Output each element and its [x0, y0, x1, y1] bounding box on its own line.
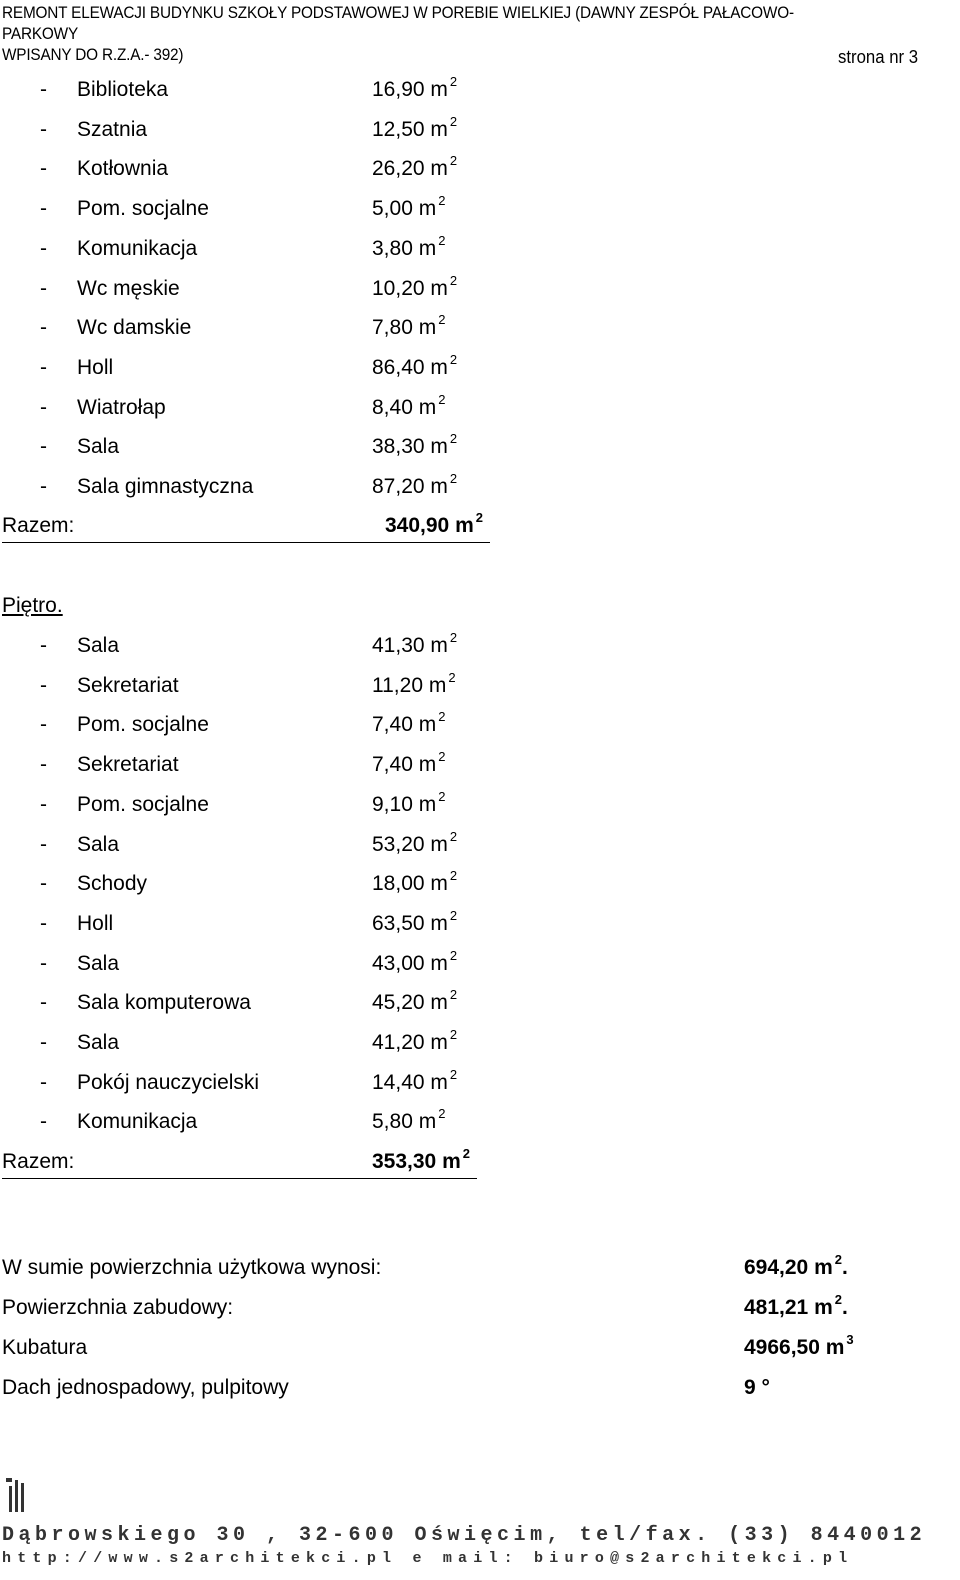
room-name: Wc damskie — [77, 316, 192, 340]
room-name: Sala — [77, 951, 120, 975]
list-dash: - — [40, 911, 47, 935]
total-value: 340,90 m $^2$ — [385, 510, 483, 537]
room-name: Pom. socjalne — [77, 197, 209, 221]
room-area: 8,40 m $^2$ — [372, 391, 446, 419]
room-area: 87,20 m $^2$ — [372, 471, 458, 498]
room-area: 53,20 m $^2$ — [372, 828, 458, 856]
room-name: Pom. socjalne — [77, 713, 209, 737]
list-dash: - — [40, 1070, 47, 1094]
room-name: Holl — [77, 355, 114, 379]
footer-address: Dąbrowskiego 30 , 32-600 Oświęcim, tel/fax. (33) 8440012 — [2, 1524, 927, 1547]
room-name: Sekretariat — [77, 753, 179, 777]
first-floor-title: Piętro. — [2, 594, 63, 617]
list-dash: - — [40, 236, 47, 260]
room-name: Sala — [77, 1031, 120, 1054]
list-dash: - — [40, 197, 47, 221]
header-title-line2: WPISANY DO R.Z.A.- 392) — [2, 46, 184, 64]
room-area: 7,80 m $^2$ — [372, 312, 446, 340]
list-dash: - — [40, 157, 47, 181]
summary-label: W sumie powierzchnia użytkowa wynosi: — [2, 1256, 382, 1279]
room-area: 10,20 m $^2$ — [372, 272, 458, 300]
room-area: 14,40 m $^2$ — [372, 1066, 458, 1094]
room-area: 26,20 m $^2$ — [372, 153, 458, 181]
room-name: Holl — [77, 911, 114, 935]
room-name: Sekretariat — [77, 673, 179, 697]
header-title-line1: REMONT ELEWACJI BUDYNKU SZKOŁY PODSTAWOWEJ W POREBIE WIELKIEJ (DAWNY ZESPÓŁ PAŁACOWO- PARKOWY — [2, 4, 794, 43]
room-area: 5,80 m $^2$ — [372, 1106, 446, 1134]
summary-value: 694,20 m $^2$. — [744, 1252, 848, 1279]
list-dash: - — [40, 832, 47, 856]
room-name: Kotłownia — [77, 157, 169, 181]
list-dash: - — [40, 1031, 47, 1054]
ground-floor-total — [2, 510, 490, 543]
room-area: 9,10 m $^2$ — [372, 788, 446, 816]
room-name: Schody — [77, 872, 148, 896]
total-value: 353,30 m $^2$ — [372, 1146, 470, 1173]
footer-contact: http://www.s2architekci.pl e mail: biuro@s2architekci.pl — [2, 1550, 854, 1567]
summary-value: 481,21 m $^2$. — [744, 1292, 848, 1319]
summary-label: Powierzchnia zabudowy: — [2, 1296, 234, 1319]
summary-label: Dach jednospadowy, pulpitowy — [2, 1376, 289, 1399]
room-name: Biblioteka — [77, 78, 169, 101]
list-dash: - — [40, 475, 47, 498]
room-name: Wc męskie — [77, 276, 180, 300]
room-name: Sala — [77, 435, 120, 459]
s2-architekci-logo-icon — [6, 1478, 28, 1517]
room-area: 16,90 m $^2$ — [372, 74, 458, 101]
list-dash: - — [40, 355, 47, 379]
room-name: Pokój nauczycielski — [77, 1070, 260, 1094]
room-name: Sala komputerowa — [77, 991, 251, 1015]
page-number: strona nr 3 — [837, 47, 918, 67]
room-area: 63,50 m $^2$ — [372, 907, 458, 935]
room-name: Komunikacja — [77, 236, 198, 260]
list-dash: - — [40, 713, 47, 737]
room-area: 5,00 m $^2$ — [372, 193, 446, 221]
room-name: Komunikacja — [77, 1110, 198, 1134]
list-dash: - — [40, 395, 47, 419]
document-header — [2, 3, 858, 66]
room-area: 7,40 m $^2$ — [372, 709, 446, 737]
room-area: 43,00 m $^2$ — [372, 947, 458, 975]
room-name: Sala gimnastyczna — [77, 475, 254, 498]
room-area: 18,00 m $^2$ — [372, 868, 458, 896]
summary-row — [2, 1372, 902, 1404]
room-name: Sala — [77, 832, 120, 856]
list-dash: - — [40, 435, 47, 459]
room-area: 41,20 m $^2$ — [372, 1027, 458, 1054]
list-dash: - — [40, 753, 47, 777]
list-dash: - — [40, 951, 47, 975]
room-area: 86,40 m $^2$ — [372, 351, 458, 379]
list-dash: - — [40, 792, 47, 816]
summary-row — [2, 1252, 902, 1284]
summary-label: Kubatura — [2, 1336, 88, 1359]
list-dash: - — [40, 634, 47, 657]
room-area: 45,20 m $^2$ — [372, 987, 458, 1015]
summary-value: 4966,50 m $^3$ — [744, 1332, 854, 1359]
list-dash: - — [40, 276, 47, 300]
list-dash: - — [40, 316, 47, 340]
summary-row — [2, 1292, 902, 1324]
room-name: Pom. socjalne — [77, 792, 209, 816]
list-dash: - — [40, 78, 47, 101]
room-name: Sala — [77, 634, 120, 657]
room-area: 7,40 m $^2$ — [372, 749, 446, 777]
list-dash: - — [40, 1110, 47, 1134]
list-dash: - — [40, 872, 47, 896]
total-label: Razem: — [2, 514, 75, 537]
room-name: Wiatrołap — [77, 395, 166, 419]
room-area: 3,80 m $^2$ — [372, 232, 446, 260]
room-name: Szatnia — [77, 117, 148, 141]
room-area: 41,30 m $^2$ — [372, 630, 458, 657]
room-area: 38,30 m $^2$ — [372, 431, 458, 459]
summary-row — [2, 1332, 902, 1364]
list-dash: - — [40, 117, 47, 141]
list-dash: - — [40, 991, 47, 1015]
summary-value: 9 ° — [744, 1376, 770, 1399]
list-dash: - — [40, 673, 47, 697]
total-label: Razem: — [2, 1150, 75, 1173]
room-area: 12,50 m $^2$ — [372, 113, 458, 141]
first-floor-total — [2, 1146, 477, 1179]
room-area: 11,20 m $^2$ — [372, 669, 456, 697]
